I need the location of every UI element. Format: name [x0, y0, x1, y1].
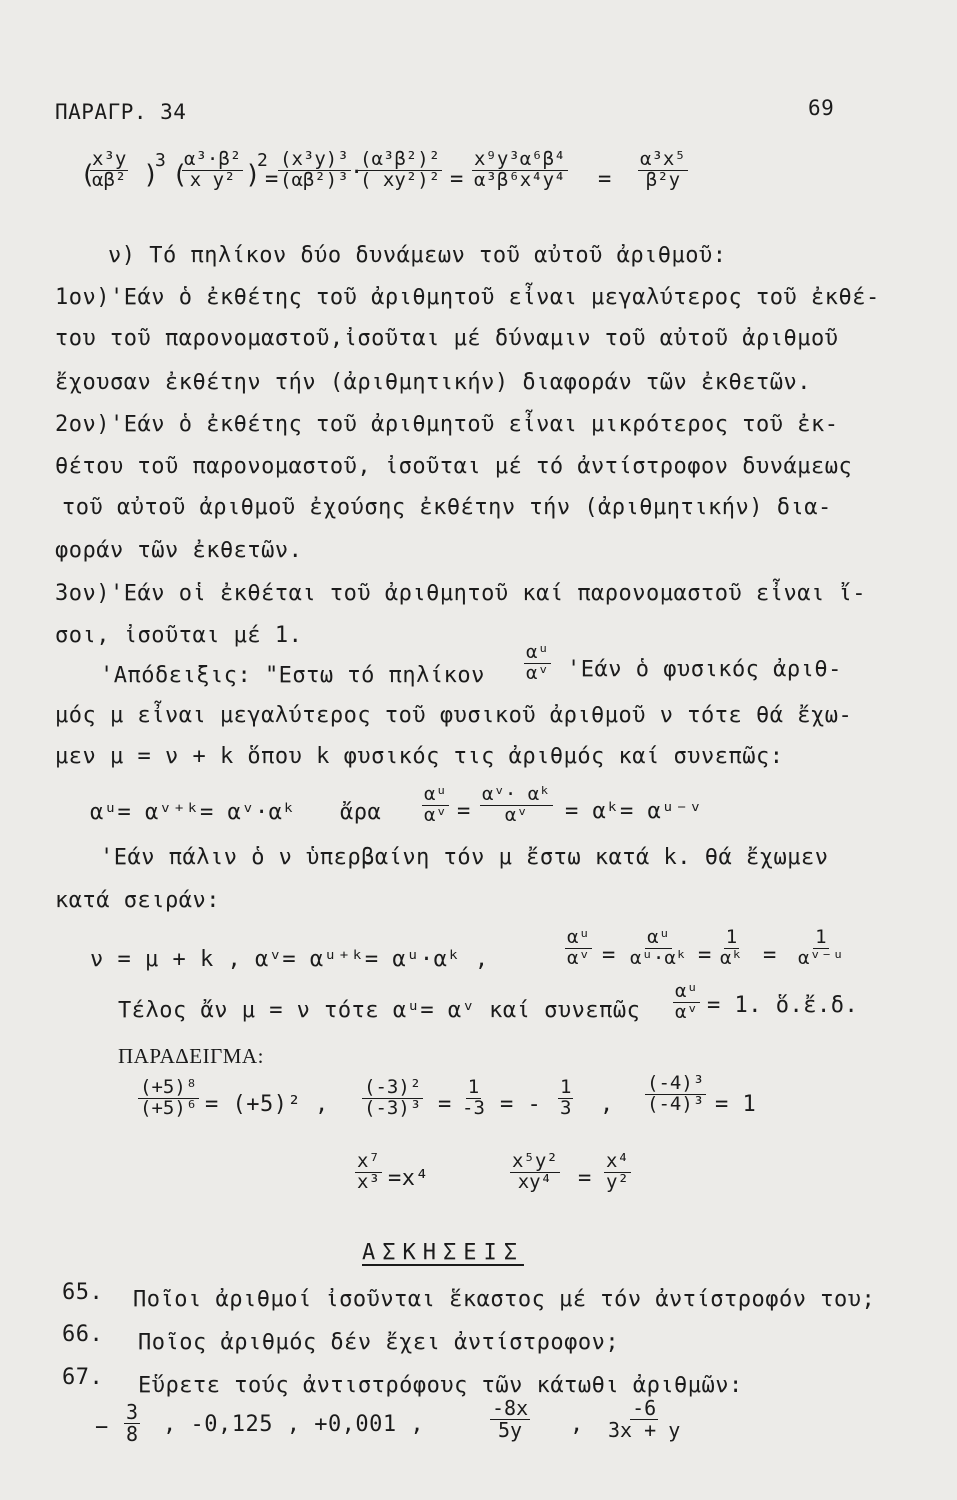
fraction: $\frac{1}{\text{αᵛ⁻ᵘ}}$ — [798, 926, 844, 969]
rule-3-line: 3ον)'Εάν οἱ ἐκθέται τοῦ ἀριθμητοῦ καί παρονομαστοῦ εἶναι ἴ- — [55, 581, 866, 606]
fraction: $\frac{-6}{3x + y}$ — [608, 1396, 681, 1442]
fraction: $\frac{\text{x³y}}{\text{αβ²}}$ — [92, 148, 127, 191]
fraction: $\frac{3}{8}$ — [126, 1400, 139, 1446]
example-heading: ΠΑΡΑΔΕΙΓΜΑ: — [118, 1044, 264, 1068]
rule-1-line: 1ον)'Εάν ὁ ἐκθέτης τοῦ ἀριθμητοῦ εἶναι μεγαλύτερος τοῦ ἐκθέ- — [55, 285, 880, 310]
fraction: $\frac{\text{x⁷}}{\text{x³}}$ — [357, 1150, 380, 1193]
exercises-title: ΑΣΚΗΣΕΙΣ — [362, 1240, 524, 1265]
rule-2-line: θέτου τοῦ παρονομαστοῦ, ἰσοῦται μέ τό ἀντίστροφον δυνάμεως — [55, 454, 853, 479]
fraction: $\frac{\text{x⁴}}{\text{y²}}$ — [606, 1150, 629, 1193]
proof-line: κατά σειράν: — [55, 888, 220, 913]
fraction: $\frac{1}{-3}$ — [462, 1076, 485, 1119]
proof-line: 'Εάν πάλιν ὁ ν ὑπερβαίνη τόν μ ἔστω κατά k. θά ἔχωμεν — [100, 845, 829, 870]
fraction: $\frac{-8x}{5y}$ — [492, 1396, 529, 1442]
fraction: $\frac{\text{αᵘ}}{\text{αᵛ}}$ — [424, 783, 447, 826]
fraction: $\frac{\text{(+5)⁸}}{\text{(+5)⁶}}$ — [140, 1076, 198, 1119]
rule-2-line: 2ον)'Εάν ὁ ἐκθέτης τοῦ ἀριθμητοῦ εἶναι μικρότερος τοῦ ἐκ- — [55, 412, 839, 437]
rule-1-line: ἔχουσαν ἐκθέτην τήν (ἀριθμητικήν) διαφοράν τῶν ἐκθετῶν. — [55, 370, 811, 395]
proof-line: = 1. ὅ.ἔ.δ. — [707, 993, 859, 1018]
fraction: $\frac{\text{(α³β²)²}}{\text{( xy²)²}}$ — [360, 148, 441, 191]
fraction: $\frac{\text{x⁹y³α⁶β⁴}}{\text{α³β⁶x⁴y⁴}}$ — [474, 148, 566, 191]
rule-1-line: του τοῦ παρονομαστοῦ,ἰσοῦται μέ δύναμιν τοῦ αὐτοῦ ἀριθμοῦ — [55, 326, 839, 351]
fraction: $\frac{\text{αᵘ}}{\text{αᵛ}}$ — [567, 926, 590, 969]
rule-2-line: φοράν τῶν ἐκθετῶν. — [55, 538, 303, 563]
fraction: $\frac{\text{α³·β²}}{\text{x y²}}$ — [184, 148, 242, 191]
fraction: $\frac{1}{\text{αᵏ}}$ — [720, 926, 743, 969]
proof-line: 'Εάν ὁ φυσικός ἀριθ- — [567, 657, 842, 682]
section-header: ΠΑΡΑΓΡ. 34 — [55, 100, 187, 124]
rule-3-line: σοι, ἰσοῦται μέ 1. — [55, 623, 303, 648]
fraction: $\frac{\text{αᵛ· αᵏ}}{\text{αᵛ}}$ — [482, 783, 551, 826]
proof-fraction: $\frac{\text{αᵘ}}{\text{αᵛ}}$ — [526, 641, 549, 684]
fraction: $\frac{\text{αᵘ}}{\text{αᵛ}}$ — [675, 980, 698, 1023]
fraction: $\frac{\text{(x³y)³}}{\text{(αβ²)³}}$ — [280, 148, 349, 191]
fraction: $\frac{\text{(-4)³}}{\text{(-4)³}}$ — [647, 1072, 705, 1115]
page-number: 69 — [808, 96, 835, 120]
fraction: $\frac{\text{(-3)²}}{\text{(-3)³}}$ — [364, 1076, 422, 1119]
proof-line: 'Απόδειξις: "Εστω τό πηλίκον — [100, 663, 485, 688]
fraction: $\frac{\text{α³x⁵}}{\text{β²y}}$ — [640, 148, 686, 191]
fraction: $\frac{1}{3}$ — [560, 1076, 572, 1119]
proof-line: Τέλος ἄν μ = ν τότε αᵘ= αᵛ καί συνεπῶς — [118, 998, 641, 1023]
proof-line: μεν μ = ν + k ὅπου k φυσικός τις ἀριθμός καί συνεπῶς: — [55, 744, 784, 769]
fraction: $\frac{\text{x⁵y²}}{\text{xy⁴}}$ — [512, 1150, 558, 1193]
proof-line: μός μ εἶναι μεγαλύτερος τοῦ φυσικοῦ ἀριθμοῦ ν τότε θά ἔχω- — [55, 703, 853, 728]
rule-heading: ν) Τό πηλίκον δύο δυνάμεων τοῦ αὐτοῦ ἀριθμοῦ: — [108, 243, 727, 268]
book-page: ΠΑΡΑΓΡ. 34 69 ( $\frac{\text{x³y}}{\text{αβ²}}$ ) 3 ( $\frac{\text{α³·β²}}{\text{x y²}}$ ) 2 = $\frac{\text{(x³y)³}}{\text{(αβ²)³}}$ · $\frac{\text{(α³β²)²}}{\text{( xy²)²}}$ = $\frac{\text{x⁹y³α⁶β⁴}}{\text{α³β⁶x⁴y⁴}}$ = $\frac{\text{α³x⁵}}{\text{β²y}}$ ν) Τό πηλίκον δύο δυνάμεων τοῦ αὐτοῦ ἀριθμοῦ: 1ον)'Εάν ὁ ἐκθέτης τοῦ ἀριθμητοῦ εἶναι μεγαλύτερος τοῦ ἐκθέ- του τοῦ παρονομαστοῦ,ἰσοῦται μέ δύναμιν τοῦ αὐτοῦ ἀριθμοῦ ἔχουσαν ἐκθέτην τήν (ἀριθμητικήν) διαφοράν τῶν ἐκθετῶν. 2ον)'Εάν ὁ ἐκθέτης τοῦ ἀριθμητοῦ εἶναι μικρότερος τοῦ ἐκ- θέτου τοῦ παρονομαστοῦ, ἰσοῦται μέ τό ἀντίστροφον δυνάμεως τοῦ αὐτοῦ ἀριθμοῦ ἐχούσης ἐκθέτην τήν (ἀριθμητικήν) δια- φοράν τῶν ἐκθετῶν. 3ον)'Εάν οἱ ἐκθέται τοῦ ἀριθμητοῦ καί παρονομαστοῦ εἶναι ἴ- σοι, ἰσοῦται μέ 1. 'Απόδειξις: "Εστω τό πηλίκον $\frac{\text{αᵘ}}{\text{αᵛ}}$ 'Εάν ὁ φυσικός ἀριθ- μός μ εἶναι μεγαλύτερος τοῦ φυσικοῦ ἀριθμοῦ ν τότε θά ἔχω- μεν μ = ν + k ὅπου k φυσικός τις ἀριθμός καί συνεπῶς: αᵘ= αᵛ⁺ᵏ= αᵛ·αᵏ ἄρα $\frac{\text{αᵘ}}{\text{αᵛ}}$ = $\frac{\text{αᵛ· αᵏ}}{\text{αᵛ}}$ = αᵏ= αᵘ⁻ᵛ 'Εάν πάλιν ὁ ν ὑπερβαίνη τόν μ ἔστω κατά k. θά ἔχωμεν κατά σειράν: ν = μ + k , αᵛ= αᵘ⁺ᵏ= αᵘ·αᵏ , $\frac{\text{αᵘ}}{\text{αᵛ}}$ = $\frac{\text{αᵘ}}{\text{αᵘ·αᵏ}}$ = $\frac{1}{\text{αᵏ}}$ = $\frac{1}{\text{αᵛ⁻ᵘ}}$ Τέλος ἄν μ = ν τότε αᵘ= αᵛ καί συνεπῶς $\frac{\text{αᵘ}}{\text{αᵛ}}$ = 1. ὅ.ἔ.δ. ΠΑΡΑΔΕΙΓΜΑ: $\frac{\text{(+5)⁸}}{\text{(+5)⁶}}$ = (+5)² , $\frac{\text{(-3)²}}{\text{(-3)³}}$ = $\frac{1}{-3}$ = - $\frac{1}{3}$ , $\frac{\text{(-4)³}}{\text{(-4)³}}$ = 1 $\frac{\text{x⁷}}{\text{x³}}$ =x⁴ $\frac{\text{x⁵y²}}{\text{xy⁴}}$ = $\frac{\text{x⁴}}{\text{y²}}$ ΑΣΚΗΣΕΙΣ 65. Ποῖοι ἀριθμοί ἰσοῦνται ἕκαστος μέ τόν ἀντίστροφόν του; 66. Ποῖος ἀριθμός δέν ἔχει ἀντίστροφον; 67. Εὕρετε τούς ἀντιστρόφους τῶν κάτωθι ἀριθμῶν: − $\frac{3}{8}$ , -0,125 , +0,001 , $\frac{-8x}{5y}$ , $\frac{-6}{3x + y}$ — [0, 0, 957, 1500]
rule-2-line: τοῦ αὐτοῦ ἀριθμοῦ ἐχούσης ἐκθέτην τήν (ἀριθμητικήν) δια- — [62, 495, 832, 520]
fraction: $\frac{\text{αᵘ}}{\text{αᵘ·αᵏ}}$ — [630, 926, 688, 969]
